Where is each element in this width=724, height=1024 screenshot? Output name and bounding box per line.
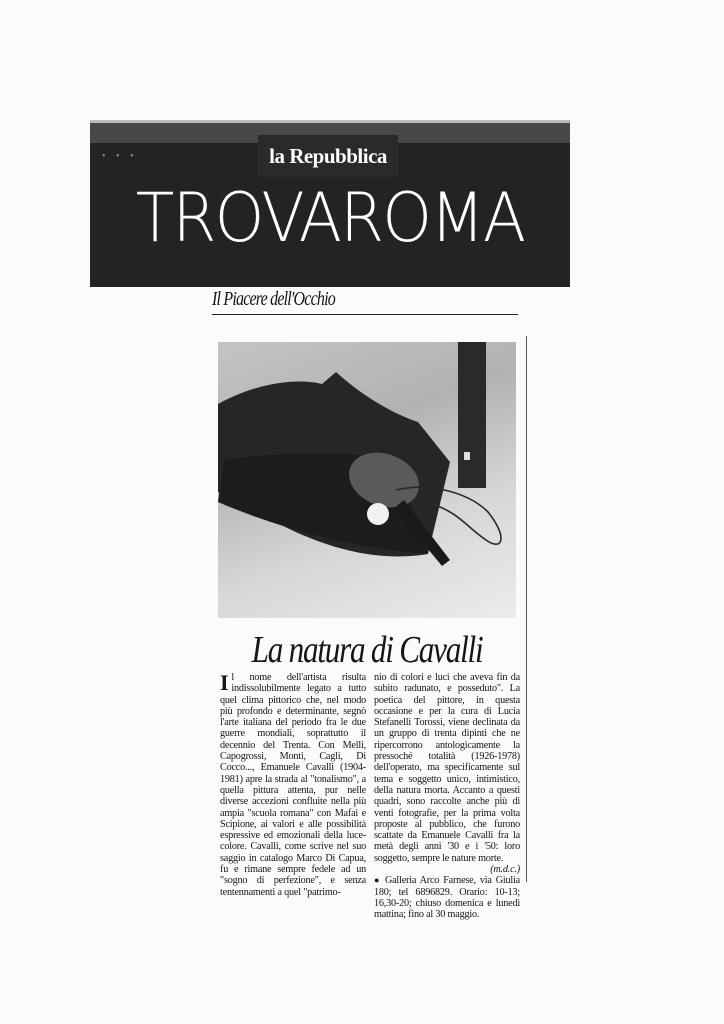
still-life-photo [218,342,516,618]
article-headline: La natura di Cavalli [251,629,483,671]
still-life-illustration [218,342,516,618]
venue-info [374,875,520,920]
article-column-1 [220,672,366,898]
dark-frame-edge [458,342,486,488]
column-1-body: l nome dell'artista risulta indissolubilmente legato a tutto quel clima pittorico che, nel modo più profondo e determinante, segnò l'arte italiana del periodo fra le due guerre mondiali, soprattutto il decennio del Trenta. Con Melli, Capogrossi, Monti, Cagli, Di Cocco..., Emanuele Cavalli (1904-1981) apre la strada al "tonalismo", a quella pittura attenta, pur nelle diverse accezioni confluite nella più ampia "scuola romana" con Mafai e Scipione, ai valori e alle possibilità espressive ed emozionali della luce-colore. Cavalli, come scrive nel suo saggio in catalogo Marco Di Capua, fu e rimane sempre fedele ad un "sogno di perfezione", e senza tentennamenti a quel "patrimo- [220,672,366,898]
column-1-text [220,672,366,898]
section-header [212,286,518,315]
section-title: Il Piacere dell'Occhio [212,288,335,310]
column-rule [526,336,527,882]
drop-cap: I [220,670,229,695]
bullet-icon: ● [374,875,381,886]
article-column-2 [374,672,520,921]
ping-pong-ball [367,503,389,525]
masthead-title: TROVAROMA [135,179,525,258]
column-2-body: nio di colori e luci che aveva fin da subito radunato, e posseduto". La poetica del pittore, in questa occasione e per la cura di Lucia Stefanelli Torossi, viene declinata da un gruppo di trenta dipinti che ne ripercorrono antologicamente la pressoché totalità (1926-1978) dell'operato, ma specificamente sul tema e soggetto unico, intimistico, della natura morta. Accanto a questi quadri, sono raccolte anche più di venti fotografie, per la prima volta proposte al pubblico, che furono scattate da Emanuele Cavalli fra la metà degli anni '30 e i '50: loro soggetto, sempre le nature morte. [374,672,520,864]
venue-text: Galleria Arco Farnese, via Giulia 180; tel 6896829. Orario: 10-13; 16,30-20; chiuso domenica e lunedì mattina; fino al 30 maggio. [374,875,520,921]
banner-dots: • • • [102,151,138,162]
publisher-logo: la Repubblica [258,135,398,177]
frame-highlight [464,452,470,460]
trovaroma-banner [90,120,570,287]
author-signature: (m.d.c.) [490,864,520,876]
